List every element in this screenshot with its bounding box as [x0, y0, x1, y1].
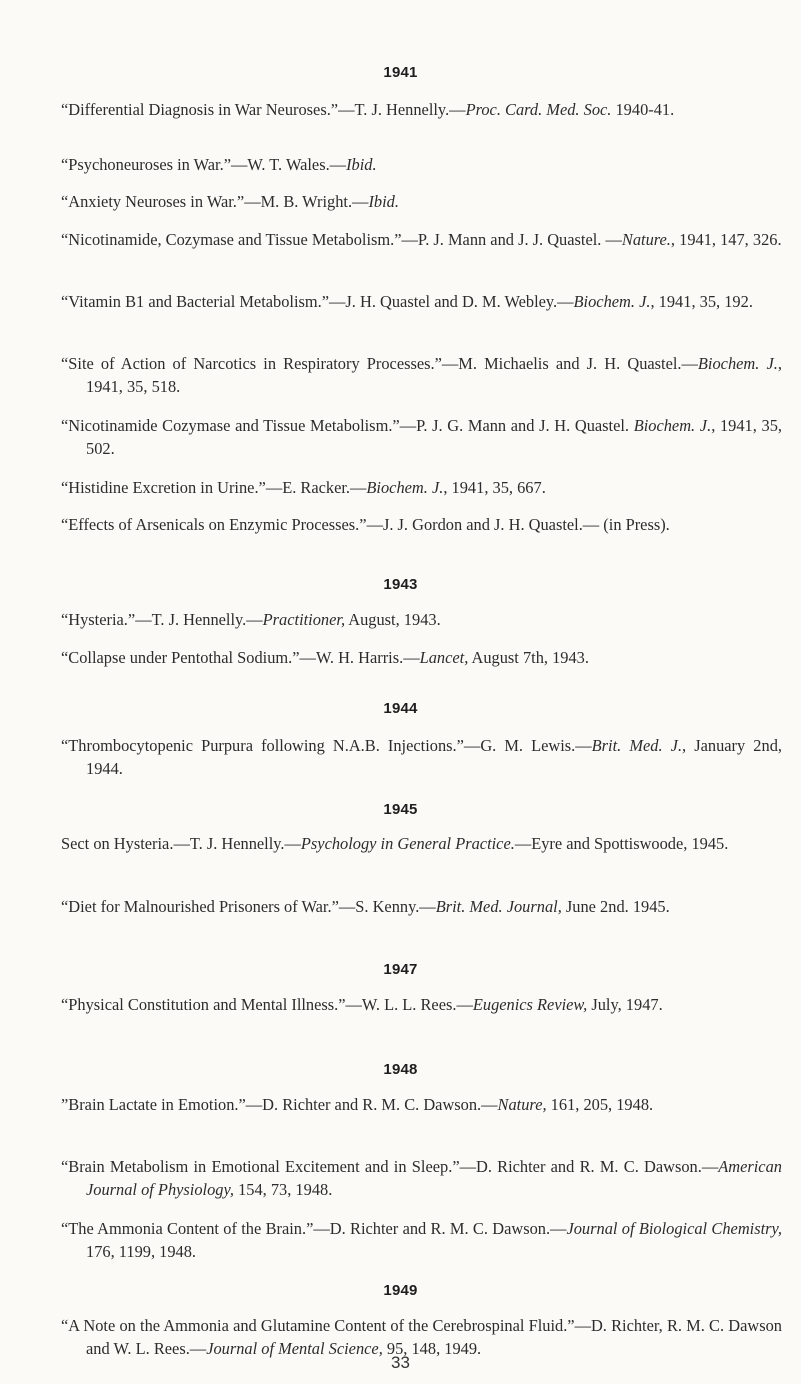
reference-entry [61, 190, 782, 213]
reference-entry [61, 513, 782, 536]
reference-authors: —T. J. Hennelly.— [338, 100, 466, 119]
year-heading-1941: 1941 [383, 64, 418, 81]
reference-title: “Physical Constitution and Mental Illness.” [61, 995, 346, 1014]
reference-entry [61, 352, 782, 398]
reference-title: “Site of Action of Narcotics in Respiratory Processes.” [61, 354, 442, 373]
reference-details: , 1941, 147, 326. [670, 230, 782, 249]
year-heading-1947: 1947 [383, 961, 418, 978]
year-heading-1943: 1943 [383, 576, 418, 593]
reference-title: Sect on Hysteria. [61, 834, 174, 853]
reference-journal: Lancet, [419, 648, 469, 667]
reference-title: “Nicotinamide, Cozymase and Tissue Metabolism.” [61, 230, 402, 249]
year-heading-1944: 1944 [383, 700, 418, 717]
reference-details: 95, 148, 1949. [382, 1339, 482, 1358]
reference-entry [61, 993, 782, 1016]
reference-details: August 7th, 1943. [468, 648, 589, 667]
reference-journal: American Journal of Physiology, [86, 1157, 782, 1199]
reference-journal: Journal of Biological Chemistry, [566, 1219, 782, 1238]
reference-title: “Nicotinamide Cozymase and Tissue Metabolism.” [61, 416, 400, 435]
reference-details: July, 1947. [587, 995, 663, 1014]
reference-details: 161, 205, 1948. [546, 1095, 654, 1114]
reference-details: , 1941, 35, 502. [86, 416, 782, 458]
year-heading-1945: 1945 [383, 801, 418, 818]
reference-title: “A Note on the Ammonia and Glutamine Content of the Cerebrospinal Fluid.” [61, 1316, 575, 1335]
reference-title: “Thrombocytopenic Purpura following N.A.B. Injections.” [61, 736, 464, 755]
reference-details: August, 1943. [345, 610, 441, 629]
reference-journal: Journal of Mental Science, [206, 1339, 383, 1358]
year-heading-1948: 1948 [383, 1061, 418, 1078]
reference-authors: —W. H. Harris.— [299, 648, 420, 667]
reference-journal: Ibid. [346, 155, 377, 174]
reference-authors: —J. H. Quastel and D. M. Webley.— [329, 292, 574, 311]
reference-journal: Eugenics Review, [472, 995, 588, 1014]
reference-title: “Differential Diagnosis in War Neuroses.” [61, 100, 339, 119]
reference-entry [61, 1217, 782, 1263]
reference-entry [61, 1093, 782, 1116]
reference-title: “Histidine Excretion in Urine.” [61, 478, 266, 497]
reference-title: “Hysteria.” [61, 610, 136, 629]
reference-authors: —E. Racker.— [265, 478, 367, 497]
reference-entry [61, 832, 782, 855]
reference-title: “Brain Metabolism in Emotional Excitement and in Sleep.” [61, 1157, 460, 1176]
reference-authors: —M. B. Wright.— [244, 192, 369, 211]
reference-details: , 1941, 35, 192. [650, 292, 753, 311]
reference-authors: —D. Richter, R. M. C. Dawson and W. L. Rees.— [86, 1316, 782, 1358]
reference-entry [61, 895, 782, 918]
reference-journal: Psychology in General Practice. [300, 834, 515, 853]
reference-authors: —G. M. Lewis.— [463, 736, 592, 755]
reference-entry [61, 98, 782, 121]
reference-authors: —D. Richter and R. M. C. Dawson.— [245, 1095, 498, 1114]
reference-journal: Biochem. J. [633, 416, 712, 435]
reference-title: “Anxiety Neuroses in War.” [61, 192, 245, 211]
reference-journal: Brit. Med. Journal, [435, 897, 562, 916]
reference-authors: —T. J. Hennelly.— [135, 610, 263, 629]
reference-title: ”Brain Lactate in Emotion.” [61, 1095, 246, 1114]
reference-title: “Vitamin B1 and Bacterial Metabolism.” [61, 292, 330, 311]
reference-details: June 2nd. 1945. [561, 897, 670, 916]
reference-journal: Practitioner, [262, 610, 346, 629]
page-number: 33 [391, 1353, 410, 1372]
reference-authors: —M. Michaelis and J. H. Quastel.— [441, 354, 698, 373]
reference-journal: Ibid. [368, 192, 399, 211]
reference-authors: —T. J. Hennelly.— [173, 834, 301, 853]
reference-details: —Eyre and Spottiswoode, 1945. [514, 834, 729, 853]
reference-authors: —S. Kenny.— [338, 897, 436, 916]
reference-entry [61, 608, 782, 631]
reference-journal: Biochem. J. [573, 292, 651, 311]
reference-entry [61, 414, 782, 460]
reference-entry [61, 228, 782, 251]
reference-entry [61, 1155, 782, 1201]
reference-details: 1940-41. [611, 100, 675, 119]
reference-authors: —P. J. G. Mann and J. H. Quastel. [399, 416, 634, 435]
reference-authors: —D. Richter and R. M. C. Dawson.— [313, 1219, 567, 1238]
reference-details: 154, 73, 1948. [233, 1180, 333, 1199]
reference-title: “Effects of Arsenicals on Enzymic Processes.” [61, 515, 367, 534]
reference-title: “Psychoneuroses in War.” [61, 155, 231, 174]
reference-details: , January 2nd, 1944. [86, 736, 782, 778]
reference-details: , 1941, 35, 667. [443, 478, 546, 497]
reference-authors: —D. Richter and R. M. C. Dawson.— [459, 1157, 719, 1176]
reference-details: , 1941, 35, 518. [86, 354, 782, 396]
reference-entry [61, 153, 782, 176]
reference-journal: Nature, [497, 1095, 547, 1114]
reference-title: “Collapse under Pentothal Sodium.” [61, 648, 300, 667]
reference-journal: Proc. Card. Med. Soc. [465, 100, 612, 119]
reference-details: 176, 1199, 1948. [86, 1242, 197, 1261]
reference-journal: Brit. Med. J. [591, 736, 683, 755]
year-heading-1949: 1949 [383, 1282, 418, 1299]
reference-entry [61, 734, 782, 780]
reference-authors: —W. L. L. Rees.— [345, 995, 473, 1014]
reference-entry [61, 476, 782, 499]
reference-journal: Biochem. J. [366, 478, 444, 497]
reference-authors: —J. J. Gordon and J. H. Quastel.— [366, 515, 600, 534]
reference-title: “Diet for Malnourished Prisoners of War.” [61, 897, 339, 916]
reference-journal: Biochem. J. [697, 354, 778, 373]
reference-authors: —W. T. Wales.— [231, 155, 347, 174]
reference-details: (in Press). [599, 515, 670, 534]
reference-authors: —P. J. Mann and J. J. Quastel. — [401, 230, 622, 249]
reference-entry [61, 646, 782, 669]
reference-title: “The Ammonia Content of the Brain.” [61, 1219, 314, 1238]
reference-entry [61, 290, 782, 313]
reference-journal: Nature. [621, 230, 671, 249]
